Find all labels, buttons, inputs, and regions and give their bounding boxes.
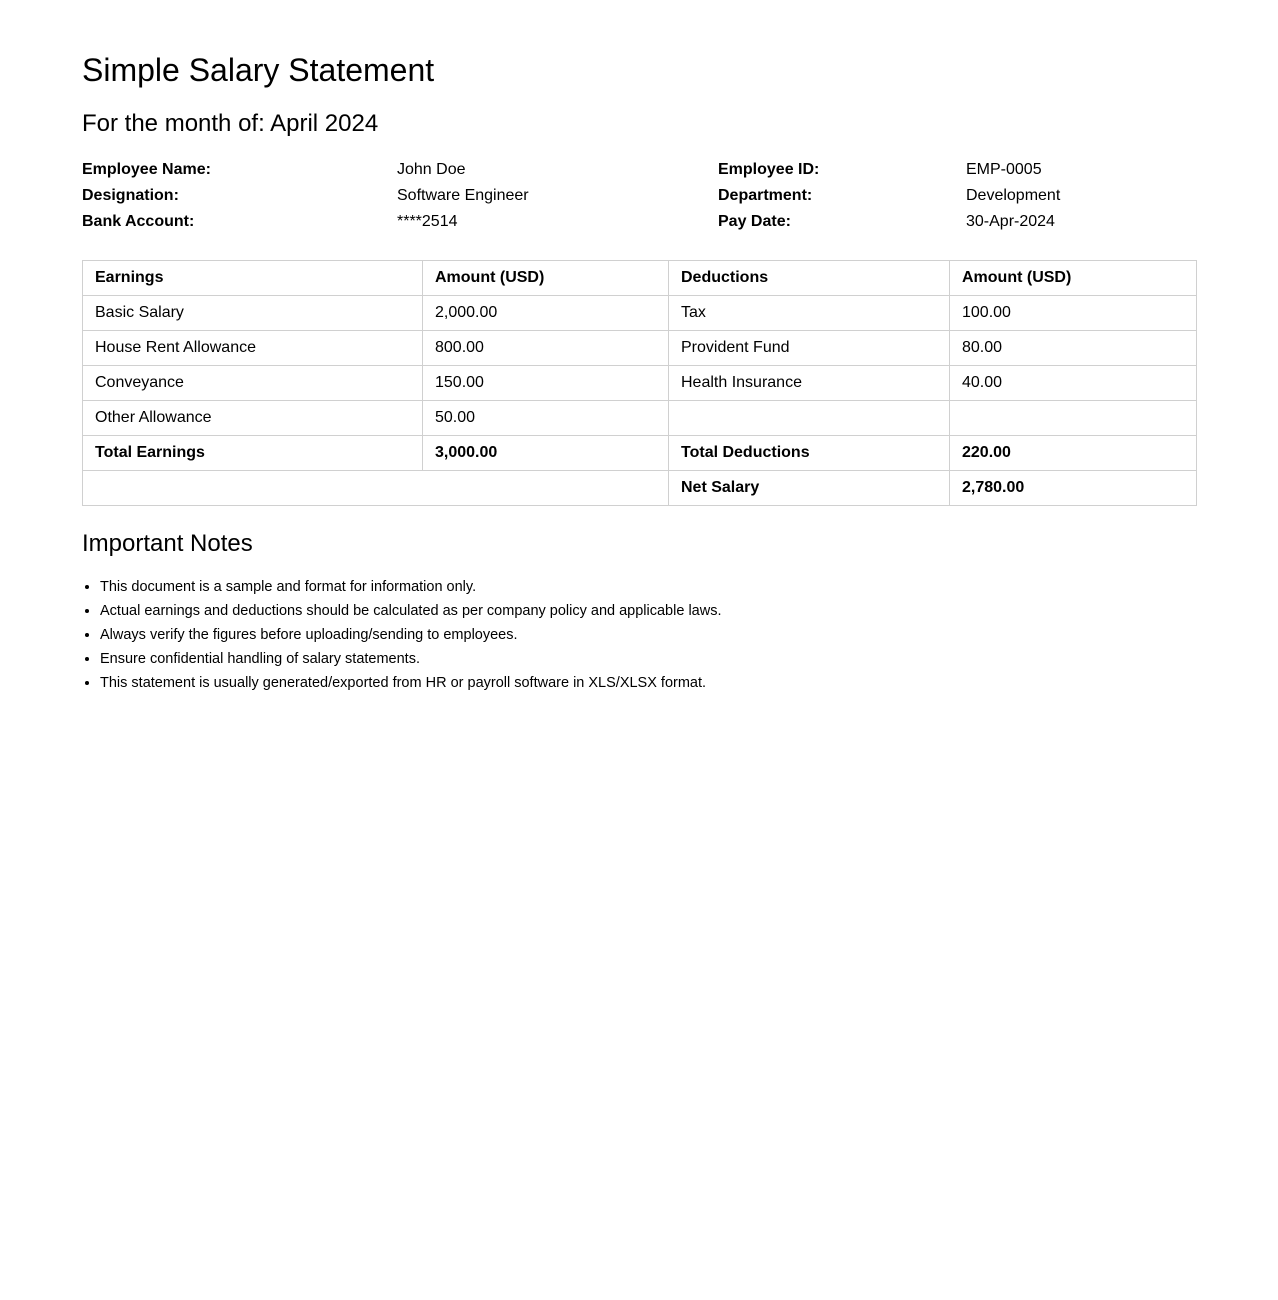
employee-id-label: Employee ID: [718,161,820,178]
earning-name: Other Allowance [83,401,423,436]
earning-amount: 2,000.00 [423,296,669,331]
earning-amount: 150.00 [423,366,669,401]
deduction-name: Provident Fund [669,331,950,366]
table-row [83,331,1197,366]
earning-name: Basic Salary [83,296,423,331]
deductions-amount-header: Amount (USD) [950,261,1197,296]
empty-cell [83,471,669,506]
list-item: • Actual earnings and deductions should be calculated as per company policy and applicable laws. [100,599,1200,623]
salary-table [82,260,1197,506]
department-label: Department: [718,187,813,204]
earning-name: House Rent Allowance [83,331,423,366]
notes-heading: Important Notes [82,530,253,557]
total-earnings-value: 3,000.00 [423,436,669,471]
list-item: • Always verify the figures before uploading/sending to employees. [100,623,1200,647]
statement-month: For the month of: April 2024 [82,110,379,137]
net-salary-row [83,471,1197,506]
totals-row [83,436,1197,471]
deduction-amount: 80.00 [950,331,1197,366]
table-row [83,401,1197,436]
list-item: • Ensure confidential handling of salary statements. [100,647,1200,671]
net-salary-value: 2,780.00 [950,471,1197,506]
list-item: • This document is a sample and format for information only. [100,575,1200,599]
pay-date-label: Pay Date: [718,213,791,230]
earning-amount: 800.00 [423,331,669,366]
page-title: Simple Salary Statement [82,52,435,88]
designation-label: Designation: [82,187,179,204]
info-row [82,209,1196,235]
deduction-name: Tax [669,296,950,331]
earning-name: Conveyance [83,366,423,401]
employee-name-label: Employee Name: [82,161,211,178]
employee-id-value: EMP-0005 [966,161,1042,178]
employee-name-value: John Doe [397,161,466,178]
table-row [83,366,1197,401]
table-row [83,296,1197,331]
deduction-amount: 40.00 [950,366,1197,401]
designation-value: Software Engineer [397,187,529,204]
deduction-amount [950,401,1197,436]
bank-account-label: Bank Account: [82,213,195,230]
deduction-name [669,401,950,436]
net-salary-label: Net Salary [669,471,950,506]
info-row [82,157,1196,183]
deduction-name: Health Insurance [669,366,950,401]
total-earnings-label: Total Earnings [83,436,423,471]
list-item: • This statement is usually generated/exported from HR or payroll software in XLS/XLSX format. [100,671,1200,695]
department-value: Development [966,187,1061,204]
bank-account-value: ****2514 [397,213,458,230]
earnings-header: Earnings [83,261,423,296]
total-deductions-label: Total Deductions [669,436,950,471]
total-deductions-value: 220.00 [950,436,1197,471]
earnings-amount-header: Amount (USD) [423,261,669,296]
table-header-row [83,261,1197,296]
info-row [82,183,1196,209]
deductions-header: Deductions [669,261,950,296]
earning-amount: 50.00 [423,401,669,436]
employee-info [82,157,1196,235]
deduction-amount: 100.00 [950,296,1197,331]
notes-list [82,575,1200,695]
pay-date-value: 30-Apr-2024 [966,213,1055,230]
